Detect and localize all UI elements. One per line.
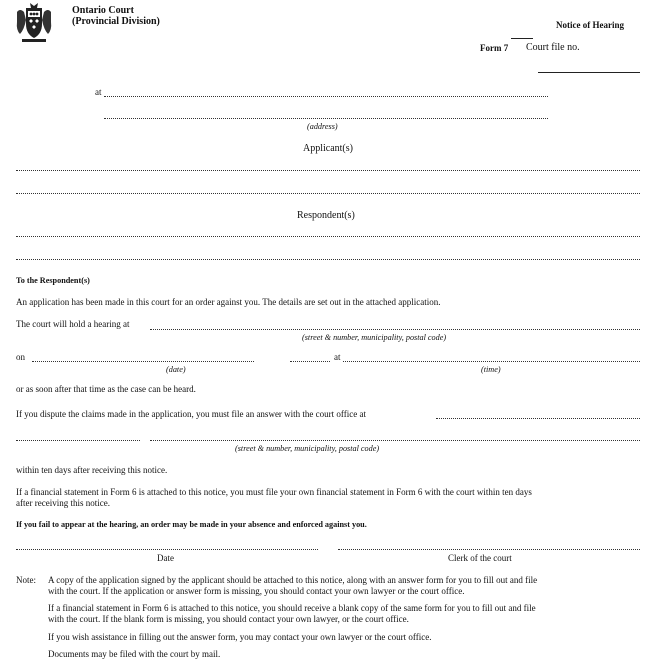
respondent-field-2[interactable] xyxy=(16,259,640,260)
note-label: Note: xyxy=(16,575,36,585)
form-label: Form 7 xyxy=(480,43,509,53)
coat-of-arms-logo xyxy=(14,2,54,44)
hearing-address-field[interactable] xyxy=(150,329,640,330)
note-2-line-1: If a financial statement in Form 6 is attached to this notice, you should receive a blank copy of the same form for you to fill out and file xyxy=(48,603,536,613)
time-caption: (time) xyxy=(481,365,501,374)
address-field-1[interactable] xyxy=(104,96,548,97)
on-label: on xyxy=(16,352,25,362)
street-caption-2: (street & number, municipality, postal code) xyxy=(235,444,380,453)
applicants-label: Applicant(s) xyxy=(303,143,353,154)
street-caption: (street & number, municipality, postal code) xyxy=(302,333,447,342)
applicant-field-2[interactable] xyxy=(16,193,640,194)
financial-text-2: after receiving this notice. xyxy=(16,498,110,508)
address-caption: (address) xyxy=(307,122,338,131)
hearing-date-field[interactable] xyxy=(32,361,254,362)
date-caption: (date) xyxy=(166,365,186,374)
dispute-text: If you dispute the claims made in the application, you must file an answer with the court office at xyxy=(16,409,366,419)
court-name: Ontario Court xyxy=(72,5,134,16)
note-3: If you wish assistance in filling out the answer form, you may contact your own lawyer or the court office. xyxy=(48,632,432,642)
clerk-signature-label: Clerk of the court xyxy=(448,553,512,563)
clerk-signature-field[interactable] xyxy=(338,549,640,550)
note-1-line-2: with the court. If the application or answer form is missing, you should contact your own lawyer or the court office. xyxy=(48,586,465,596)
as-soon-text: or as soon after that time as the case can be heard. xyxy=(16,384,196,394)
application-made-text: An application has been made in this court for an order against you. The details are set out in the attached application. xyxy=(16,297,441,307)
financial-text-1: If a financial statement in Form 6 is attached to this notice, you must file your own financial statement in Form 6 with the court within ten days xyxy=(16,487,532,497)
hearing-time-at-label: at xyxy=(334,352,341,362)
court-file-label: Court file no. xyxy=(526,42,580,53)
hearing-at-text: The court will hold a hearing at xyxy=(16,319,130,329)
form-number-line xyxy=(511,38,533,39)
date-signature-field[interactable] xyxy=(16,549,318,550)
hearing-time-field[interactable] xyxy=(343,361,640,362)
at-label: at xyxy=(95,87,102,97)
respondents-label: Respondent(s) xyxy=(297,210,355,221)
date-signature-label: Date xyxy=(157,553,174,563)
answer-office-field-2a[interactable] xyxy=(16,440,140,441)
note-4: Documents may be filed with the court by mail. xyxy=(48,649,221,659)
answer-office-field-1[interactable] xyxy=(436,418,640,419)
respondent-field-1[interactable] xyxy=(16,236,640,237)
note-1-line-1: A copy of the application signed by the applicant should be attached to this notice, along with an answer form for you to fill out and file xyxy=(48,575,538,585)
address-field-2[interactable] xyxy=(104,118,548,119)
fail-warning: If you fail to appear at the hearing, an order may be made in your absence and enforced against you. xyxy=(16,520,367,529)
note-2-line-2: with the court. If the blank form is missing, you should contact your own lawyer, or the court office. xyxy=(48,614,409,624)
to-respondents-heading: To the Respondent(s) xyxy=(16,276,90,285)
court-file-field[interactable] xyxy=(538,72,640,73)
hearing-at-dots-left[interactable] xyxy=(290,361,330,362)
court-division: (Provincial Division) xyxy=(72,16,160,27)
notice-title: Notice of Hearing xyxy=(556,20,624,30)
answer-office-field-2b[interactable] xyxy=(150,440,640,441)
applicant-field-1[interactable] xyxy=(16,170,640,171)
within-ten-text: within ten days after receiving this notice. xyxy=(16,465,168,475)
